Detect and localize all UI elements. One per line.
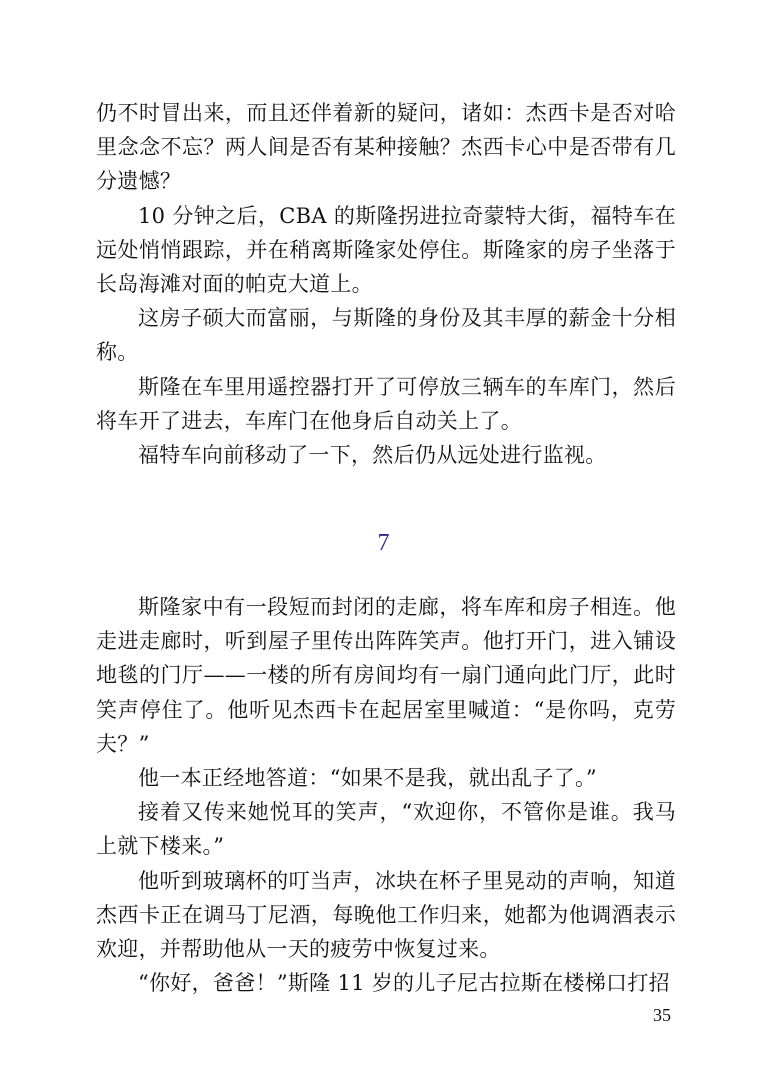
section-2 (96, 590, 676, 1000)
paragraph: “你好，爸爸！”斯隆 11 岁的儿子尼古拉斯在楼梯口打招 (138, 971, 670, 996)
paragraph: 这房子硕大而富丽，与斯隆的身份及其丰厚的薪金十分相称。 (96, 306, 676, 365)
paragraph: 斯隆家中有一段短而封闭的走廊，将车库和房子相连。他走进走廊时，听到屋子里传出阵阵笑声。他打开门，进入铺设地毯的门厅——一楼的所有房间均有一扇门通向此门厅，此时笑声停住了。他听见杰西卡在起居室里喊道：“是你吗，克劳夫？” (96, 595, 676, 756)
paragraph: 斯隆在车里用遥控器打开了可停放三辆车的车库门，然后将车开了进去，车库门在他身后自动关上了。 (96, 374, 676, 433)
section-1 (96, 96, 676, 472)
paragraph: 他一本正经地答道：“如果不是我，就出乱子了。” (138, 766, 597, 791)
paragraph: 福特车向前移动了一下，然后仍从远处进行监视。 (138, 443, 607, 468)
paragraph: 接着又传来她悦耳的笑声，“欢迎你，不管你是谁。我马上就下楼来。” (96, 800, 676, 859)
chapter-heading: 7 (377, 530, 390, 556)
paragraph: 10 分钟之后，CBA 的斯隆拐进拉奇蒙特大街，福特车在远处悄悄跟踪，并在稍离斯隆家处停住。斯隆家的房子坐落于长岛海滩对面的帕克大道上。 (96, 203, 676, 297)
page-number: 35 (653, 1005, 671, 1025)
paragraph: 他听到玻璃杯的叮当声，冰块在杯子里晃动的声响，知道杰西卡正在调马丁尼酒，每晚他工作归来，她都为他调酒表示欢迎，并帮助他从一天的疲劳中恢复过来。 (96, 868, 676, 962)
paragraph: 仍不时冒出来，而且还伴着新的疑问，诸如：杰西卡是否对哈里念念不忘？两人间是否有某种接触？杰西卡心中是否带有几分遗憾？ (96, 101, 676, 194)
